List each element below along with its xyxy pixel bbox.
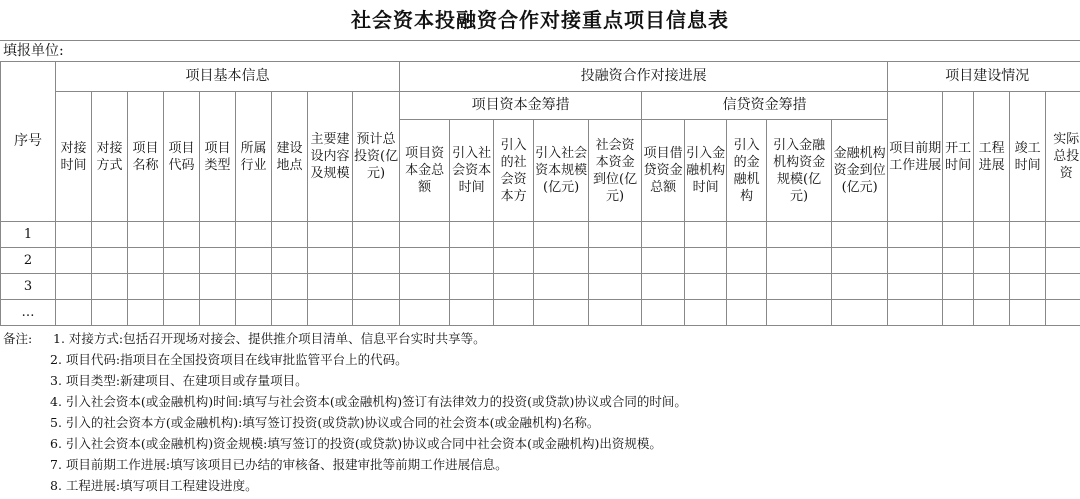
header-basic-col: 对接方式 [92, 92, 128, 222]
header-capital-col: 引入的社会资本方 [494, 120, 534, 222]
table-cell[interactable] [272, 300, 308, 326]
note-line [0, 391, 1080, 412]
table-cell[interactable] [1046, 274, 1080, 300]
note-line [0, 412, 1080, 433]
table-cell[interactable] [450, 300, 494, 326]
table-cell[interactable] [727, 222, 767, 248]
table-cell[interactable] [128, 300, 164, 326]
table-cell[interactable] [767, 248, 832, 274]
table-cell[interactable] [164, 248, 200, 274]
note-text: 2. 项目代码:指项目在全国投资项目在线审批监管平台上的代码。 [50, 352, 408, 367]
table-cell[interactable] [832, 248, 888, 274]
table-cell[interactable] [56, 222, 92, 248]
table-cell[interactable] [353, 300, 400, 326]
header-capital-col: 项目资本金总额 [400, 120, 450, 222]
table-cell[interactable] [589, 300, 642, 326]
note-text: 1. 对接方式:包括召开现场对接会、提供推介项目清单、信息平台实时共享等。 [53, 331, 486, 346]
table-cell[interactable] [832, 300, 888, 326]
table-cell[interactable] [534, 222, 589, 248]
table-cell[interactable] [943, 248, 974, 274]
table-cell[interactable] [943, 222, 974, 248]
table-cell[interactable] [642, 274, 685, 300]
table-cell[interactable] [767, 222, 832, 248]
table-cell[interactable] [200, 274, 236, 300]
table-cell[interactable] [272, 274, 308, 300]
note-text: 7. 项目前期工作进展:填写该项目已办结的审核备、报建审批等前期工作进展信息。 [50, 457, 508, 472]
table-cell[interactable] [164, 300, 200, 326]
table-cell[interactable] [767, 300, 832, 326]
header-credit-col: 引入的金融机构 [727, 120, 767, 222]
table-cell[interactable] [943, 300, 974, 326]
table-cell[interactable] [200, 248, 236, 274]
table-cell[interactable] [128, 248, 164, 274]
table-cell[interactable] [974, 248, 1010, 274]
row-number: 3 [1, 274, 56, 300]
table-cell[interactable] [534, 248, 589, 274]
note-text: 4. 引入社会资本(或金融机构)时间:填写与社会资本(或金融机构)签订有法律效力的投资(或贷款)协议或合同的时间。 [50, 394, 687, 409]
table-cell[interactable] [353, 274, 400, 300]
table-cell[interactable] [308, 248, 353, 274]
table-cell[interactable] [272, 248, 308, 274]
table-cell[interactable] [888, 300, 943, 326]
table-cell[interactable] [200, 222, 236, 248]
header-credit-col: 金融机构资金到位(亿元) [832, 120, 888, 222]
header-construction-col: 实际总投资 [1046, 92, 1080, 222]
table-cell[interactable] [236, 274, 272, 300]
table-cell[interactable] [56, 300, 92, 326]
table-cell[interactable] [727, 248, 767, 274]
table-cell[interactable] [685, 300, 727, 326]
table-cell[interactable] [128, 222, 164, 248]
table-cell[interactable] [1010, 300, 1046, 326]
table-cell[interactable] [494, 222, 534, 248]
table-cell[interactable] [308, 222, 353, 248]
header-construction-col: 项目前期工作进展 [888, 92, 943, 222]
header-construction-col: 开工时间 [943, 92, 974, 222]
notes-prefix: 备注: [3, 331, 33, 346]
table-cell[interactable] [400, 248, 450, 274]
header-construction-col: 竣工时间 [1010, 92, 1046, 222]
row-number: … [1, 300, 56, 326]
table-cell[interactable] [589, 274, 642, 300]
header-basic-col: 所属行业 [236, 92, 272, 222]
note-line [0, 433, 1080, 454]
table-cell[interactable] [1046, 222, 1080, 248]
table-cell[interactable] [832, 274, 888, 300]
note-text: 6. 引入社会资本(或金融机构)资金规模:填写签订的投资(或贷款)协议或合同中社会资本(或金融机构)出资规模。 [50, 436, 662, 451]
note-line [0, 328, 1080, 349]
header-basic-col: 项目名称 [128, 92, 164, 222]
table-cell[interactable] [400, 222, 450, 248]
header-construction-col: 工程进展 [974, 92, 1010, 222]
table-cell[interactable] [685, 274, 727, 300]
table-cell[interactable] [450, 274, 494, 300]
table-cell[interactable] [974, 300, 1010, 326]
header-basic-col: 对接时间 [56, 92, 92, 222]
table-cell[interactable] [943, 274, 974, 300]
table-cell[interactable] [92, 222, 128, 248]
table-cell[interactable] [888, 274, 943, 300]
table-cell[interactable] [272, 222, 308, 248]
table-cell[interactable] [1046, 300, 1080, 326]
header-capital-col: 引入社会资本规模(亿元) [534, 120, 589, 222]
table-cell[interactable] [534, 274, 589, 300]
header-capital-col: 社会资本资金到位(亿元) [589, 120, 642, 222]
table-row [1, 274, 1080, 300]
table-cell[interactable] [92, 274, 128, 300]
table-cell[interactable] [832, 222, 888, 248]
table-cell[interactable] [164, 274, 200, 300]
table-title: 社会资本投融资合作对接重点项目信息表 [351, 8, 729, 32]
header-sub-credit: 信贷资金筹措 [642, 92, 888, 120]
header-sub-capital: 项目资本金筹措 [400, 92, 642, 120]
table-row [1, 248, 1080, 274]
table-cell[interactable] [1010, 274, 1046, 300]
header-capital-col: 引入社会资本时间 [450, 120, 494, 222]
table-cell[interactable] [56, 274, 92, 300]
table-cell[interactable] [236, 222, 272, 248]
header-group-construction: 项目建设情况 [888, 62, 1080, 92]
note-line [0, 454, 1080, 475]
table-cell[interactable] [92, 300, 128, 326]
header-credit-col: 项目借贷资金总额 [642, 120, 685, 222]
table-cell[interactable] [494, 300, 534, 326]
table-cell[interactable] [1010, 248, 1046, 274]
table-cell[interactable] [353, 222, 400, 248]
table-cell[interactable] [236, 248, 272, 274]
table-cell[interactable] [164, 222, 200, 248]
table-cell[interactable] [685, 248, 727, 274]
table-cell[interactable] [974, 274, 1010, 300]
table-cell[interactable] [400, 300, 450, 326]
table-cell[interactable] [642, 222, 685, 248]
table-row [1, 300, 1080, 326]
table-cell[interactable] [308, 300, 353, 326]
project-info-table [0, 61, 1080, 326]
row-number: 2 [1, 248, 56, 274]
header-basic-col: 主要建设内容及规模 [308, 92, 353, 222]
table-cell[interactable] [974, 222, 1010, 248]
header-group-financing: 投融资合作对接进展 [400, 62, 888, 92]
table-cell[interactable] [308, 274, 353, 300]
table-row [1, 222, 1080, 248]
header-basic-col: 建设地点 [272, 92, 308, 222]
note-line [0, 370, 1080, 391]
note-text: 5. 引入的社会资本方(或金融机构):填写签订投资(或贷款)协议或合同的社会资本(或金融机构)名称。 [50, 415, 600, 430]
note-text: 8. 工程进展:填写项目工程建设进度。 [50, 478, 258, 493]
header-seq: 序号 [1, 62, 56, 222]
table-cell[interactable] [888, 222, 943, 248]
table-cell[interactable] [767, 274, 832, 300]
table-cell[interactable] [727, 300, 767, 326]
header-credit-col: 引入金融机构时间 [685, 120, 727, 222]
table-cell[interactable] [236, 300, 272, 326]
table-cell[interactable] [128, 274, 164, 300]
header-basic-col: 预计总投资(亿元) [353, 92, 400, 222]
table-cell[interactable] [494, 248, 534, 274]
table-cell[interactable] [589, 248, 642, 274]
note-line [0, 475, 1080, 496]
header-basic-col: 项目代码 [164, 92, 200, 222]
note-text: 3. 项目类型:新建项目、在建项目或存量项目。 [50, 373, 308, 388]
table-cell[interactable] [685, 222, 727, 248]
table-cell[interactable] [450, 248, 494, 274]
table-cell[interactable] [200, 300, 236, 326]
table-cell[interactable] [400, 274, 450, 300]
notes-section [0, 326, 1080, 496]
table-cell[interactable] [888, 248, 943, 274]
table-cell[interactable] [534, 300, 589, 326]
table-cell[interactable] [353, 248, 400, 274]
table-cell[interactable] [1010, 222, 1046, 248]
table-cell[interactable] [589, 222, 642, 248]
header-group-basic: 项目基本信息 [56, 62, 400, 92]
reporting-unit-label: 填报单位: [0, 40, 1080, 61]
header-basic-col: 项目类型 [200, 92, 236, 222]
table-cell[interactable] [1046, 248, 1080, 274]
table-cell[interactable] [642, 248, 685, 274]
note-line [0, 349, 1080, 370]
table-cell[interactable] [450, 222, 494, 248]
table-cell[interactable] [642, 300, 685, 326]
table-cell[interactable] [56, 248, 92, 274]
table-cell[interactable] [92, 248, 128, 274]
table-cell[interactable] [494, 274, 534, 300]
row-number: 1 [1, 222, 56, 248]
table-cell[interactable] [727, 274, 767, 300]
header-credit-col: 引入金融机构资金规模(亿元) [767, 120, 832, 222]
